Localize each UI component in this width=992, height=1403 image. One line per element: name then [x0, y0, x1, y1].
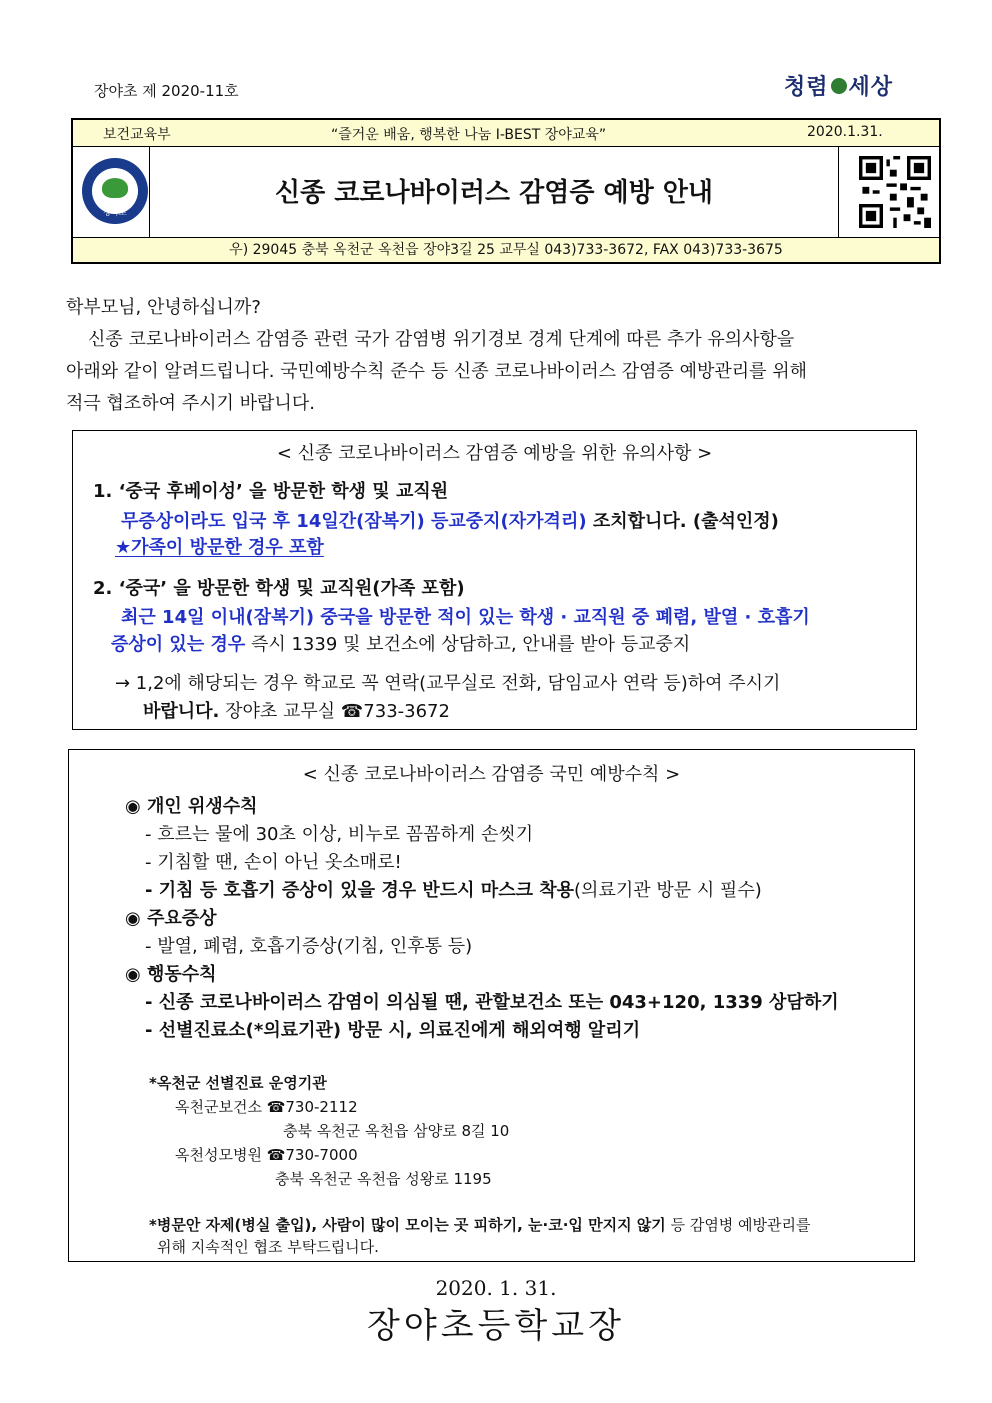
qr-code-cell [838, 146, 939, 240]
clinic-2-name: 옥천성모병원 ☎730-7000 [175, 1146, 358, 1164]
school-logo-cell [73, 146, 150, 240]
slogan-left: 청렴 [784, 74, 829, 100]
visit-footnote-line-2: 위해 지속적인 협조 부탁드립니다. [157, 1238, 379, 1256]
hygiene-item-3 [145, 876, 762, 902]
item1-highlight: 무증상이라도 입국 후 14일간(잠복기) 등교중지(자가격리) [121, 511, 587, 532]
clinic-2-address: 충북 옥천군 옥천읍 성왕로 1195 [275, 1170, 492, 1188]
section-actions: ◉ 행동수칙 [125, 964, 217, 985]
hygiene-item-1: - 흐르는 물에 30초 이상, 비누로 꼼꼼하게 손씻기 [145, 824, 534, 845]
contact-line-2-rest: 장야초 교무실 ☎733-3672 [219, 701, 450, 722]
contact-line-2-bold: 바랍니다. [143, 701, 220, 722]
contact-line-2 [143, 697, 450, 723]
precautions-title: < 신종 코로나바이러스 감염증 예방을 위한 유의사항 > [276, 443, 713, 464]
hygiene-item-2: - 기침할 땐, 손이 아닌 옷소매로! [145, 852, 402, 873]
prevention-rules-box [68, 749, 915, 1262]
letterhead-top-row [73, 120, 939, 147]
greeting: 학부모님, 안녕하십니까? [66, 297, 261, 318]
intro-line-2: 아래와 같이 알려드립니다. 국민예방수칙 준수 등 신종 코로나바이러스 감염증 예방관리를 위해 [66, 361, 808, 382]
slogan-right: 세상 [848, 74, 894, 100]
department: 보건교육부 [103, 127, 171, 143]
school-emblem-icon [82, 158, 148, 224]
school-motto: “즐거운 배움, 행복한 나눔 I-BEST 장야교육” [331, 127, 607, 143]
visit-footnote-bold: *병문안 자제(병실 출입), 사람이 많이 모이는 곳 피하기, 눈·코·입 만지지 않기 [149, 1216, 666, 1234]
letterhead [71, 118, 941, 264]
clinic-1-name: 옥천군보건소 ☎730-2112 [175, 1098, 358, 1116]
intro-line-1: 신종 코로나바이러스 감염증 관련 국가 감염병 위기경보 경계 단계에 따른 추가 유의사항을 [88, 329, 795, 350]
issue-date: 2020.1.31. [807, 124, 883, 140]
school-emblem-text: 장야초 [103, 208, 127, 217]
item2-line2 [111, 630, 690, 656]
integrity-slogan-logo [784, 70, 893, 101]
item1-rest: 조치합니다. (출석인정) [586, 511, 779, 532]
document-number: 장야초 제 2020-11호 [94, 82, 239, 100]
item1-note-text: ★가족이 방문한 경우 포함 [115, 537, 324, 558]
qr-code-icon[interactable] [859, 156, 931, 228]
hygiene-item-3-bold: - 기침 등 호흡기 증상이 있을 경우 반드시 마스크 착용 [145, 880, 575, 901]
item1-note [115, 533, 324, 559]
precautions-box [72, 430, 917, 730]
item2-highlight-line1: 최근 14일 이내(잠복기) 중국을 방문한 적이 있는 학생 · 교직원 중 폐렴, 발열 · 호흡기 [121, 607, 810, 628]
footer-date: 2020. 1. 31. [435, 1276, 557, 1300]
korea-mark-icon [831, 78, 847, 94]
school-address: 우) 29045 충북 옥천군 옥천읍 장야3길 25 교무실 043)733-3672, FAX 043)733-3675 [73, 237, 939, 262]
section-personal-hygiene: ◉ 개인 위생수칙 [125, 796, 258, 817]
rules-title: < 신종 코로나바이러스 감염증 국민 예방수칙 > [302, 764, 681, 785]
visit-footnote-rest: 등 감염병 예방관리를 [665, 1216, 811, 1234]
letterhead-title-row [73, 146, 939, 240]
signer-name: 장야초등학교장 [367, 1306, 625, 1346]
contact-line-1: → 1,2에 해당되는 경우 학교로 꼭 연락(교무실로 전화, 담임교사 연락 등)하여 주시기 [115, 673, 781, 694]
actions-item-2: - 선별진료소(*의료기관) 방문 시, 의료진에게 해외여행 알리기 [145, 1020, 641, 1041]
actions-item-1: - 신종 코로나바이러스 감염이 의심될 땐, 관할보건소 또는 043+120, 1339 상담하기 [145, 992, 839, 1013]
intro-line-3: 적극 협조하여 주시기 바랍니다. [66, 393, 315, 414]
symptoms-item: - 발열, 폐렴, 호흡기증상(기침, 인후통 등) [145, 936, 473, 957]
section-symptoms: ◉ 주요증상 [125, 908, 217, 929]
item2-heading: 2. ‘중국’ 을 방문한 학생 및 교직원(가족 포함) [93, 578, 465, 599]
page-title: 신종 코로나바이러스 감염증 예방 안내 [274, 178, 714, 208]
item2-rest: 즉시 1339 및 보건소에 상담하고, 안내를 받아 등교중지 [245, 634, 691, 655]
item1-heading: 1. ‘중국 후베이성’ 을 방문한 학생 및 교직원 [93, 481, 449, 502]
hygiene-item-3-rest: (의료기관 방문 시 필수) [574, 880, 762, 901]
clinic-1-address: 충북 옥천군 옥천읍 삼양로 8길 10 [283, 1122, 510, 1140]
visit-footnote-line-1 [149, 1214, 811, 1235]
item2-highlight-line2: 증상이 있는 경우 [111, 634, 246, 655]
clinic-list-title: *옥천군 선별진료 운영기관 [149, 1074, 327, 1092]
item1-instruction [121, 507, 779, 533]
